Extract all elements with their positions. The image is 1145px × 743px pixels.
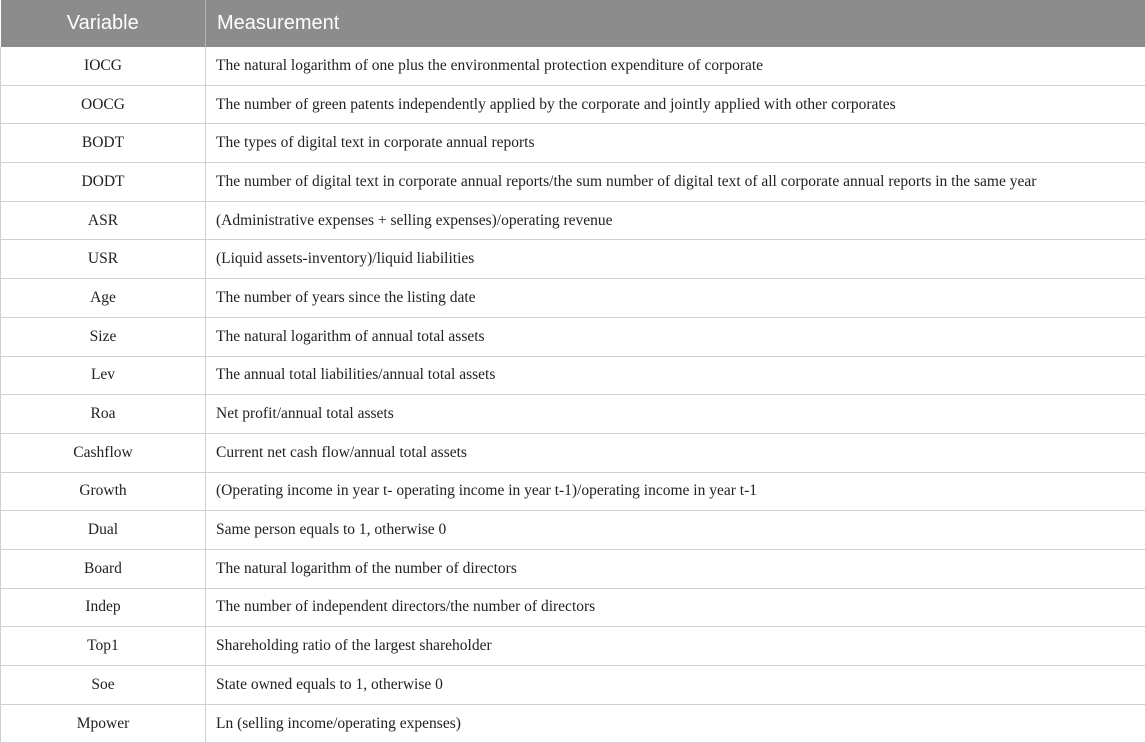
measurement-cell: The number of green patents independently applied by the corporate and jointly applied with other corporates [206,85,1145,124]
table-body [1,47,1145,743]
variable-cell: Dual [1,511,206,550]
measurement-cell: Ln (selling income/operating expenses) [206,704,1145,743]
variable-cell: Lev [1,356,206,395]
table-row [1,163,1145,202]
table-row [1,279,1145,318]
variable-cell: USR [1,240,206,279]
measurement-cell: (Operating income in year t- operating income in year t-1)/operating income in year t-1 [206,472,1145,511]
table-row [1,85,1145,124]
header-row [1,0,1145,47]
table-row [1,549,1145,588]
measurement-cell: The natural logarithm of annual total assets [206,317,1145,356]
variable-cell: Indep [1,588,206,627]
table-row [1,666,1145,705]
table-row [1,124,1145,163]
measurement-cell: The number of independent directors/the number of directors [206,588,1145,627]
variable-cell: Age [1,279,206,318]
table-row [1,627,1145,666]
measurement-cell: Net profit/annual total assets [206,395,1145,434]
variable-cell: ASR [1,201,206,240]
variable-cell: Cashflow [1,433,206,472]
table-header [1,0,1145,47]
variable-cell: Mpower [1,704,206,743]
variable-cell: Board [1,549,206,588]
measurement-cell: The types of digital text in corporate annual reports [206,124,1145,163]
table-row [1,588,1145,627]
variable-cell: Roa [1,395,206,434]
table-row [1,511,1145,550]
measurement-cell: (Administrative expenses + selling expenses)/operating revenue [206,201,1145,240]
measurement-cell: (Liquid assets-inventory)/liquid liabilities [206,240,1145,279]
measurement-cell: Current net cash flow/annual total assets [206,433,1145,472]
variable-cell: DODT [1,163,206,202]
variable-cell: Growth [1,472,206,511]
measurement-cell: The natural logarithm of one plus the environmental protection expenditure of corporate [206,47,1145,85]
table-row [1,395,1145,434]
header-measurement: Measurement [206,0,1145,47]
variable-cell: Size [1,317,206,356]
measurement-cell: The annual total liabilities/annual total assets [206,356,1145,395]
table-row [1,472,1145,511]
table-row [1,317,1145,356]
variable-cell: OOCG [1,85,206,124]
table-row [1,201,1145,240]
table-row [1,240,1145,279]
variable-cell: BODT [1,124,206,163]
measurement-cell: The number of digital text in corporate annual reports/the sum number of digital text of all corporate annual reports in the same year [206,163,1145,202]
measurement-cell: State owned equals to 1, otherwise 0 [206,666,1145,705]
table-row [1,356,1145,395]
measurement-cell: The number of years since the listing date [206,279,1145,318]
table-row [1,47,1145,85]
variable-cell: Soe [1,666,206,705]
measurement-cell: The natural logarithm of the number of directors [206,549,1145,588]
measurement-cell: Shareholding ratio of the largest shareholder [206,627,1145,666]
table-row [1,704,1145,743]
measurement-cell: Same person equals to 1, otherwise 0 [206,511,1145,550]
header-variable: Variable [1,0,206,47]
table-row [1,433,1145,472]
variable-cell: Top1 [1,627,206,666]
variable-cell: IOCG [1,47,206,85]
